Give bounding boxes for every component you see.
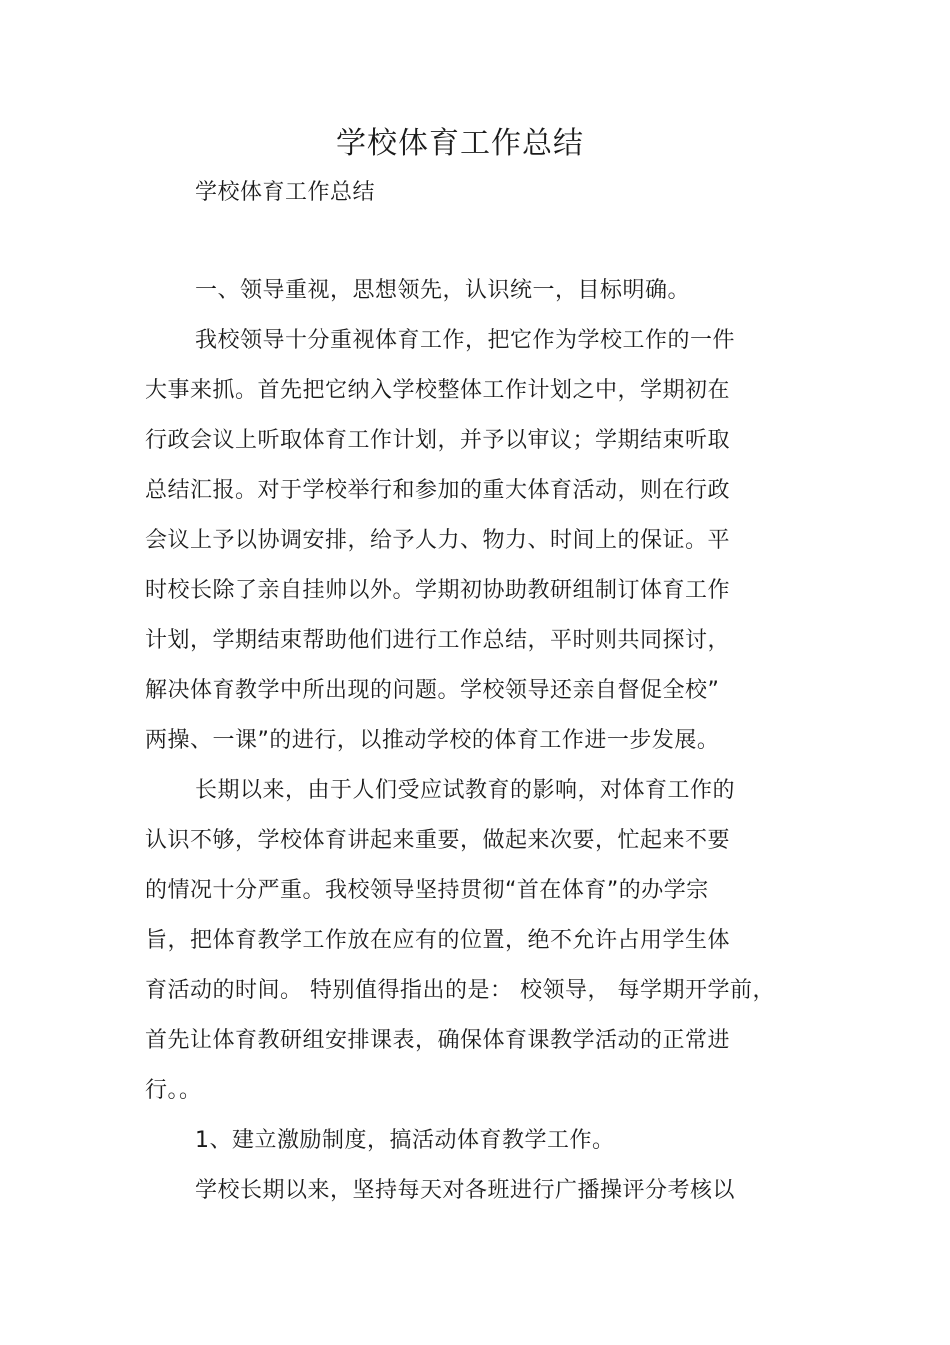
paragraph-line: 长期以来，由于人们受应试教育的影响，对体育工作的: [195, 778, 736, 803]
paragraph-line: 行。。: [145, 1078, 202, 1103]
paragraph-line: 行政会议上听取体育工作计划，并予以审议；学期结束听取: [145, 428, 731, 453]
paragraph-line: 我校领导十分重视体育工作，把它作为学校工作的一件: [195, 328, 736, 353]
document-subtitle: 学校体育工作总结: [195, 180, 376, 205]
paragraph-line: 计划，学期结束帮助他们进行工作总结，平时则共同探讨，: [145, 628, 731, 653]
paragraph-line: 育活动的时间。 特别值得指出的是： 校领导， 每学期开学前，: [145, 978, 775, 1003]
paragraph-line: 两操、一课”的进行，以推动学校的体育工作进一步发展。: [145, 728, 720, 753]
paragraph-line: 总结汇报。对于学校举行和参加的重大体育活动，则在行政: [145, 478, 731, 503]
paragraph-line: 旨，把体育教学工作放在应有的位置，绝不允许占用学生体: [145, 928, 731, 953]
section-heading-2: 1、建立激励制度，搞活动体育教学工作。: [195, 1128, 615, 1153]
paragraph-line: 解决体育教学中所出现的问题。学校领导还亲自督促全校”: [145, 678, 720, 703]
paragraph-line: 时校长除了亲自挂帅以外。学期初协助教研组制订体育工作: [145, 578, 731, 603]
paragraph-line: 会议上予以协调安排，给予人力、物力、时间上的保证。平: [145, 528, 731, 553]
paragraph-line: 首先让体育教研组安排课表，确保体育课教学活动的正常进: [145, 1028, 731, 1053]
paragraph-line: 认识不够，学校体育讲起来重要，做起来次要，忙起来不要: [145, 828, 731, 853]
paragraph-line: 大事来抓。首先把它纳入学校整体工作计划之中，学期初在: [145, 378, 731, 403]
section-heading-1: 一、领导重视，思想领先，认识统一，目标明确。: [195, 278, 691, 303]
paragraph-line: 学校长期以来，坚持每天对各班进行广播操评分考核以: [195, 1178, 736, 1203]
document-title: 学校体育工作总结: [336, 126, 584, 161]
paragraph-line: 的情况十分严重。我校领导坚持贯彻“首在体育”的办学宗: [145, 878, 709, 903]
